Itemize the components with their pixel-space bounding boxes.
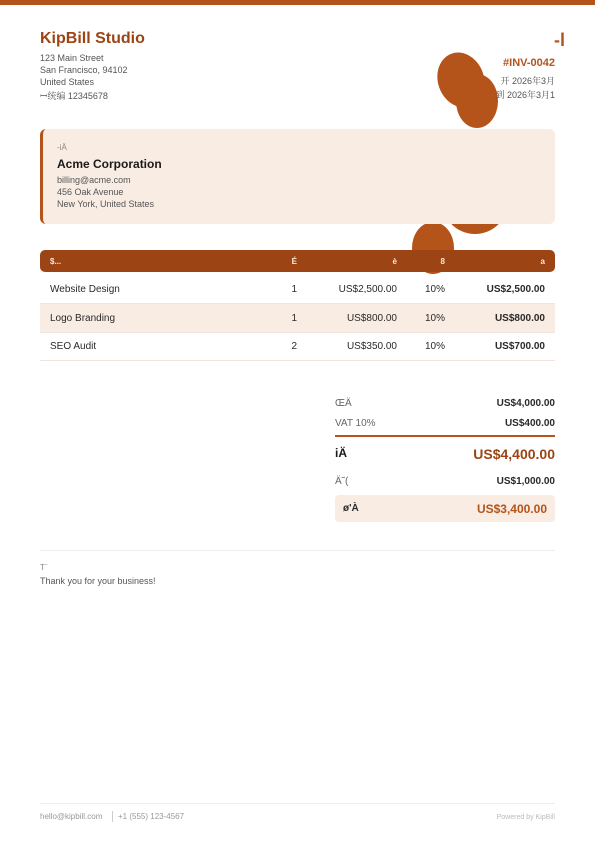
subtotal-label: ŒÄ <box>335 398 352 409</box>
total-label: iÄ <box>335 446 347 460</box>
section-divider <box>40 550 555 551</box>
invoice-number: #INV-0042 <box>503 57 555 69</box>
company-address-line: United States <box>40 77 95 87</box>
document-type-title: -l <box>554 30 565 50</box>
row-qty: 1 <box>291 284 297 295</box>
row-amount: US$700.00 <box>494 341 545 352</box>
row-amount: US$800.00 <box>494 313 545 324</box>
balance-due-value: US$3,400.00 <box>476 502 547 516</box>
company-address-line: San Francisco, 94102 <box>40 65 128 75</box>
bill-to-card <box>40 129 555 224</box>
row-qty: 2 <box>291 341 297 352</box>
row-tax: 10% <box>424 284 445 295</box>
vat-label: VAT 10% <box>335 418 376 429</box>
row-description: SEO Audit <box>50 341 97 352</box>
client-address: 456 Oak Avenue <box>57 187 124 197</box>
footer-divider <box>40 803 555 804</box>
footer-phone: +1 (555) 123-4567 <box>118 812 185 821</box>
balance-due-label: ø'À <box>343 503 359 514</box>
header-tax: 8 <box>440 257 445 266</box>
subtotal-value: US$4,000.00 <box>496 398 555 409</box>
footer-email: hello@kipbill.com <box>40 812 103 821</box>
items-table-header <box>40 250 555 272</box>
powered-by: Powered by KipBill <box>496 814 555 821</box>
row-description: Logo Branding <box>50 313 116 324</box>
company-tax-id: ꟷ统编 12345678 <box>40 91 108 101</box>
decorative-blob <box>456 74 498 128</box>
paid-label: Ä˜( <box>335 476 349 487</box>
row-amount: US$2,500.00 <box>486 284 545 295</box>
table-row <box>40 304 555 333</box>
row-price: US$800.00 <box>346 313 397 324</box>
vat-value: US$400.00 <box>504 418 555 429</box>
total-value: US$4,400.00 <box>473 446 555 462</box>
company-address-line: 123 Main Street <box>40 53 104 63</box>
row-description: Website Design <box>50 284 120 295</box>
row-price: US$2,500.00 <box>338 284 397 295</box>
row-tax: 10% <box>424 341 445 352</box>
header-qty: É <box>291 257 297 266</box>
row-price: US$350.00 <box>346 341 397 352</box>
table-row <box>40 332 555 361</box>
client-name: Acme Corporation <box>57 157 162 171</box>
row-tax: 10% <box>424 313 445 324</box>
header-description: $... <box>50 257 62 266</box>
total-divider <box>335 435 555 437</box>
company-name: KipBill Studio <box>40 30 145 47</box>
notes-text: Thank you for your business! <box>40 576 156 586</box>
issue-date: 开 2026年3月 <box>500 76 555 86</box>
table-row <box>40 275 555 304</box>
client-email: billing@acme.com <box>57 175 131 185</box>
header-amount: a <box>540 257 545 266</box>
balance-due-row <box>335 495 555 522</box>
top-accent-bar <box>0 0 595 5</box>
row-qty: 1 <box>291 313 297 324</box>
paid-value: US$1,000.00 <box>496 476 555 487</box>
due-date: 到 2026年3月1 <box>495 90 555 100</box>
header-price: è <box>392 257 397 266</box>
client-city: New York, United States <box>57 199 155 209</box>
notes-label: T¨ <box>40 563 48 572</box>
footer-separator <box>112 811 113 822</box>
bill-to-label: -iÄ <box>57 143 67 152</box>
